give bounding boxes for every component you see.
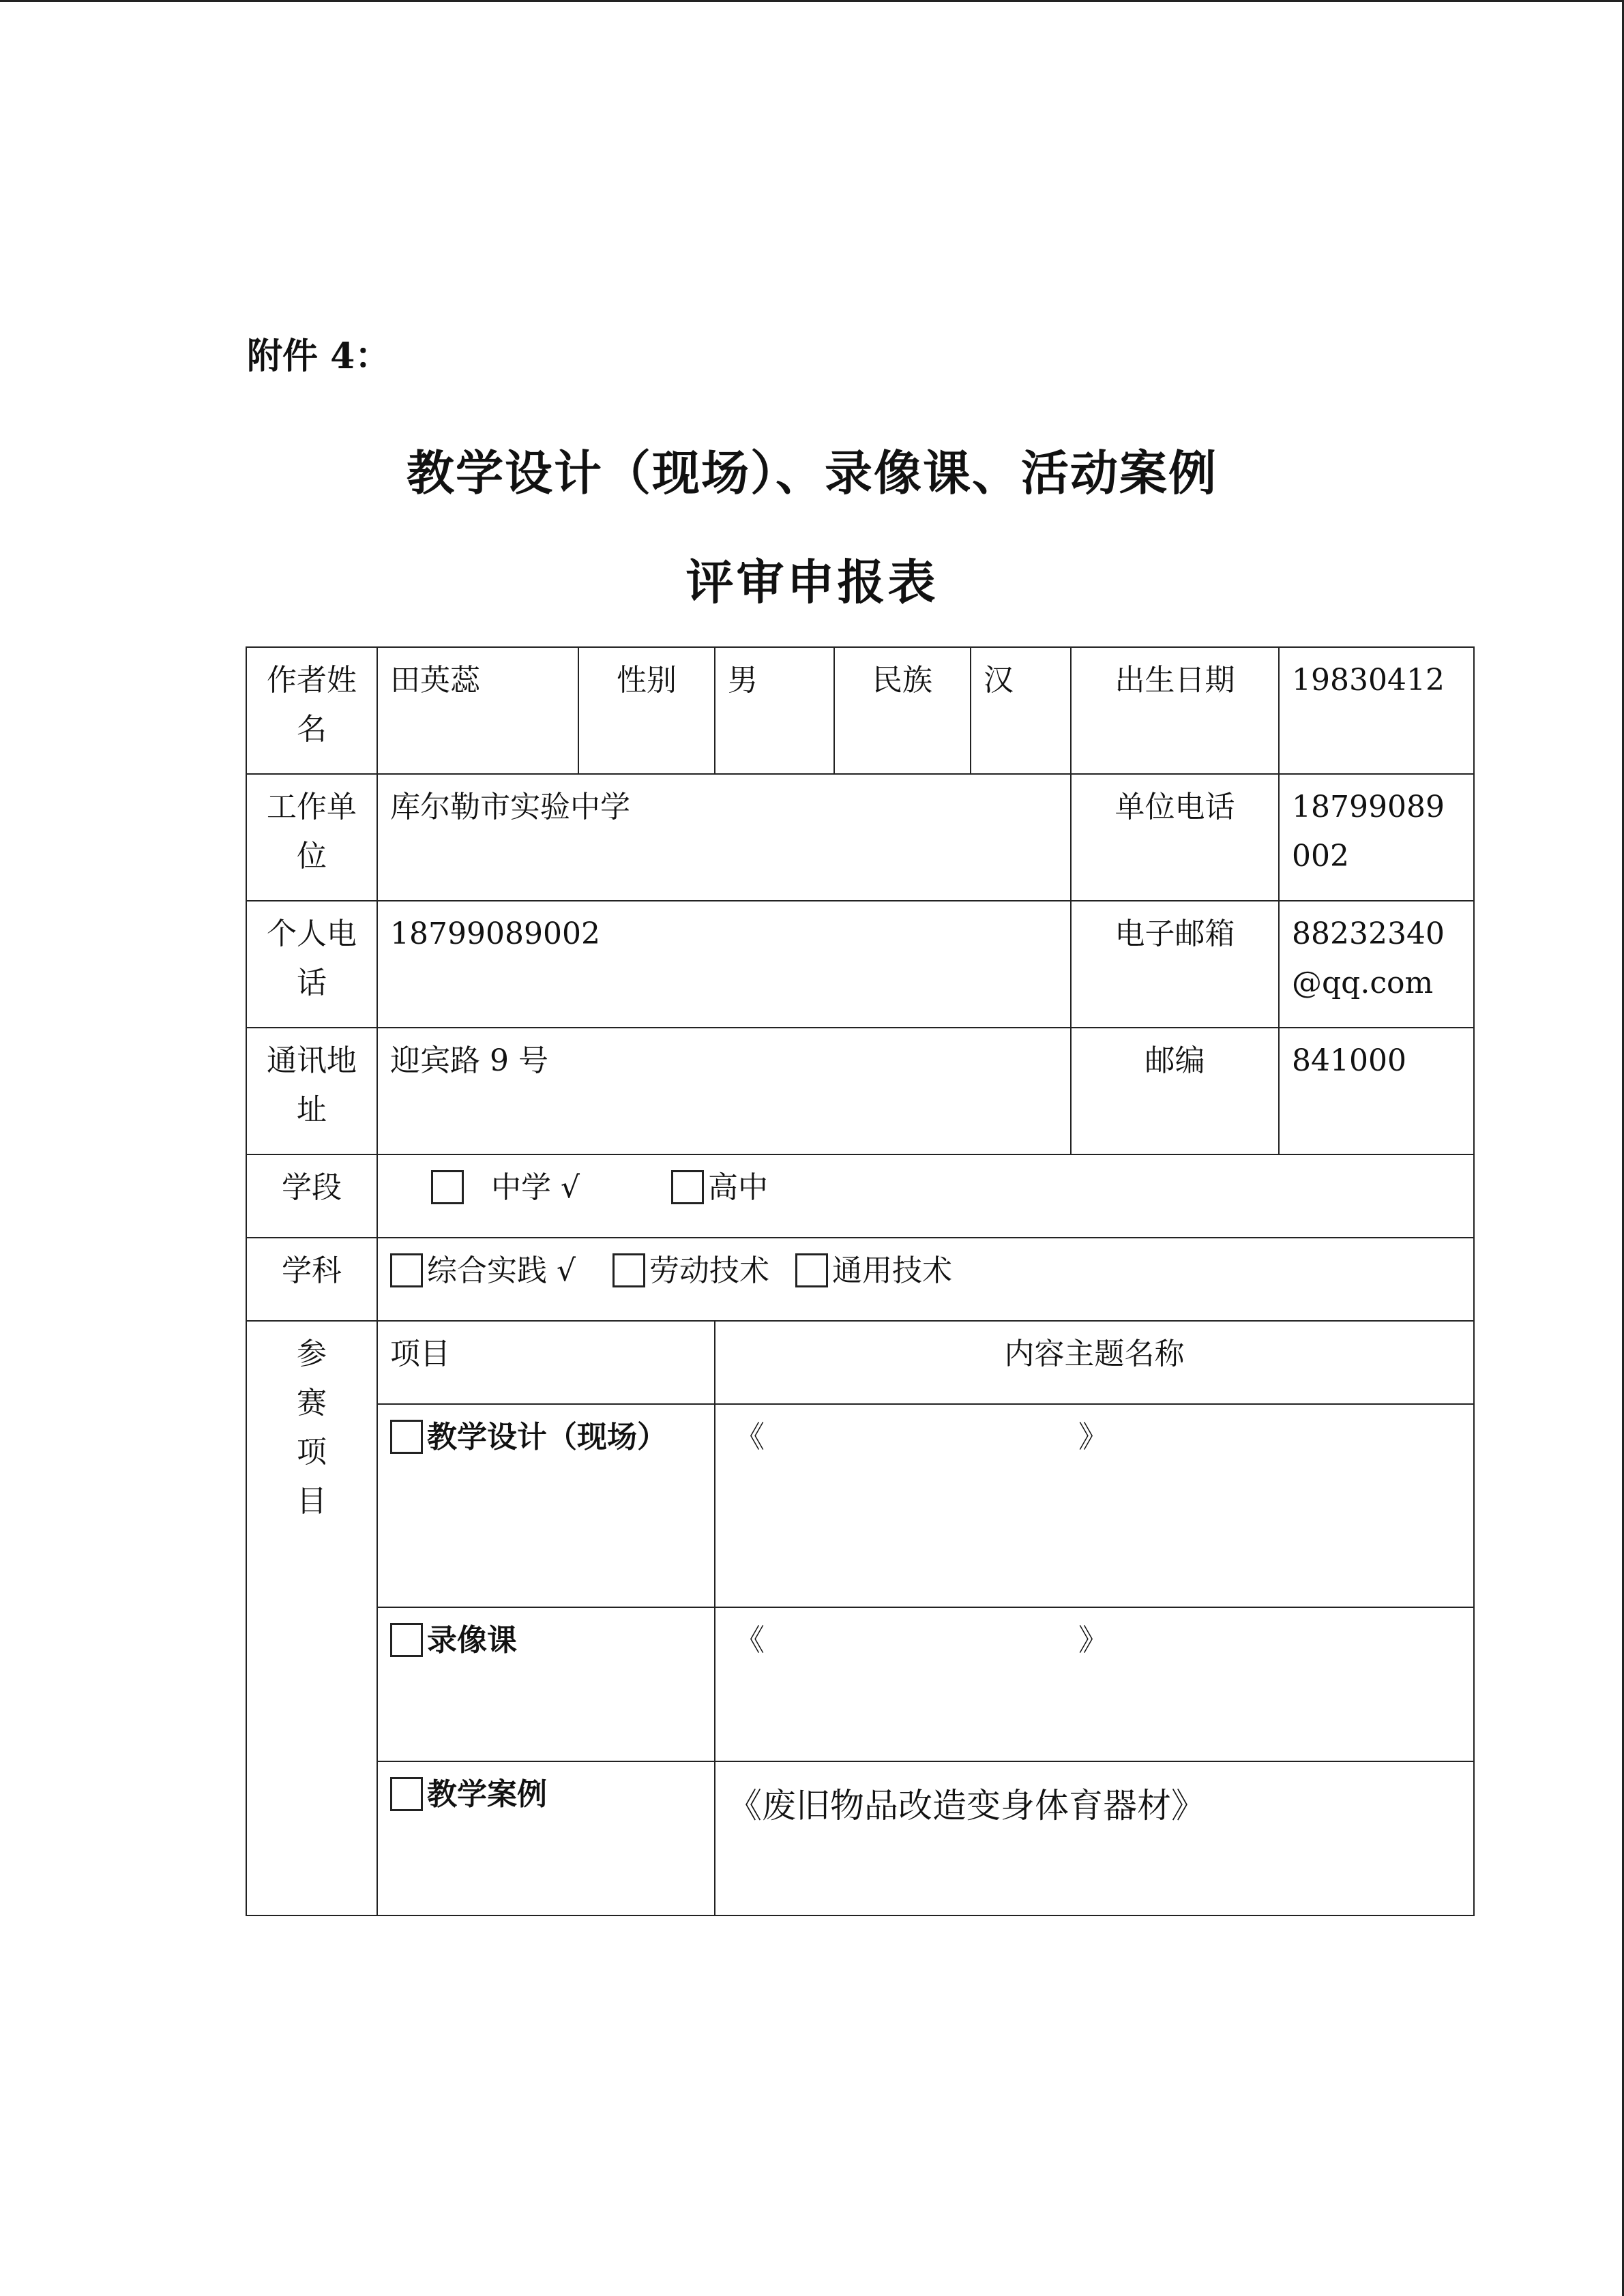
subject-labor-tech-checkbox[interactable] bbox=[612, 1253, 645, 1287]
birth-date-value: 19830412 bbox=[1279, 647, 1474, 774]
postcode-label: 邮编 bbox=[1071, 1028, 1279, 1154]
entry-teaching-design-checkbox[interactable] bbox=[390, 1420, 423, 1454]
entry-teaching-design-label: 教学设计（现场） bbox=[427, 1420, 667, 1455]
birth-date-label: 出生日期 bbox=[1071, 647, 1279, 774]
email-value: 88232340@qq.com bbox=[1279, 901, 1474, 1028]
entry-teaching-design-topic bbox=[715, 1404, 1474, 1607]
entries-section-label-char-3: 项 bbox=[297, 1435, 327, 1470]
entry-video-lesson-quote-close: 》 bbox=[1078, 1623, 1108, 1658]
document-title: 教学设计（现场）、录像课、活动案例 bbox=[407, 445, 1217, 501]
subject-integrated-practice-checkbox[interactable] bbox=[390, 1253, 423, 1287]
unit-phone-label: 单位电话 bbox=[1071, 774, 1279, 901]
stage-middle-checkbox[interactable] bbox=[431, 1170, 464, 1204]
stage-high-label: 高中 bbox=[708, 1170, 769, 1205]
entries-section-label-char-2: 赛 bbox=[297, 1386, 327, 1420]
ethnicity-label: 民族 bbox=[834, 647, 971, 774]
entries-section-label-char-4: 目 bbox=[297, 1484, 327, 1519]
entry-video-lesson-checkbox[interactable] bbox=[390, 1623, 423, 1657]
entries-col-item-header: 项目 bbox=[377, 1321, 715, 1404]
entry-video-lesson-item bbox=[377, 1607, 715, 1761]
ethnicity-value: 汉 bbox=[971, 647, 1071, 774]
entry-teaching-design-quote-open: 《 bbox=[735, 1420, 765, 1455]
entry-teaching-design-quote-close: 》 bbox=[1078, 1420, 1108, 1455]
unit-phone-value: 18799089002 bbox=[1279, 774, 1474, 901]
personal-phone-label: 个人电话 bbox=[246, 901, 377, 1028]
entries-col-topic-header: 内容主题名称 bbox=[715, 1321, 1474, 1404]
subject-options bbox=[377, 1238, 1474, 1321]
row-subject bbox=[246, 1238, 1474, 1321]
subject-integrated-practice-label: 综合实践 √ bbox=[427, 1253, 576, 1288]
entries-section-label bbox=[246, 1321, 377, 1915]
author-name-value: 田英蕊 bbox=[377, 647, 578, 774]
entry-row-teaching-case bbox=[246, 1761, 1474, 1915]
document-subtitle: 评审申报表 bbox=[685, 554, 939, 610]
stage-label: 学段 bbox=[246, 1154, 377, 1238]
entry-row-video-lesson bbox=[246, 1607, 1474, 1761]
stage-middle-label: 中学 √ bbox=[491, 1170, 580, 1205]
row-entries-header bbox=[246, 1321, 1474, 1404]
address-value: 迎宾路 9 号 bbox=[377, 1028, 1071, 1154]
top-border-line bbox=[0, 0, 1624, 2]
address-label: 通讯地址 bbox=[246, 1028, 377, 1154]
work-unit-value: 库尔勒市实验中学 bbox=[377, 774, 1071, 901]
gender-value: 男 bbox=[715, 647, 834, 774]
entry-row-teaching-design bbox=[246, 1404, 1474, 1607]
stage-options bbox=[377, 1154, 1474, 1238]
gender-label: 性别 bbox=[578, 647, 715, 774]
row-address bbox=[246, 1028, 1474, 1154]
stage-high-checkbox[interactable] bbox=[671, 1170, 704, 1204]
entry-teaching-case-item bbox=[377, 1761, 715, 1915]
work-unit-label: 工作单位 bbox=[246, 774, 377, 901]
subject-label: 学科 bbox=[246, 1238, 377, 1321]
row-stage bbox=[246, 1154, 1474, 1238]
author-name-label: 作者姓名 bbox=[246, 647, 377, 774]
attachment-label: 附件 4： bbox=[247, 336, 391, 377]
entry-teaching-case-label: 教学案例 bbox=[427, 1777, 547, 1812]
entry-video-lesson-label: 录像课 bbox=[427, 1623, 517, 1658]
subject-general-tech-checkbox[interactable] bbox=[795, 1253, 828, 1287]
application-form-table bbox=[246, 646, 1475, 1916]
row-work-unit bbox=[246, 774, 1474, 901]
entries-section-label-char-1: 参 bbox=[297, 1337, 327, 1371]
entry-teaching-design-item bbox=[377, 1404, 715, 1607]
postcode-value: 841000 bbox=[1279, 1028, 1474, 1154]
row-personal-phone bbox=[246, 901, 1474, 1028]
subject-general-tech-label: 通用技术 bbox=[832, 1253, 953, 1288]
entry-video-lesson-quote-open: 《 bbox=[735, 1623, 765, 1658]
subject-labor-tech-label: 劳动技术 bbox=[649, 1253, 770, 1288]
row-author bbox=[246, 647, 1474, 774]
email-label: 电子邮箱 bbox=[1071, 901, 1279, 1028]
entry-video-lesson-topic bbox=[715, 1607, 1474, 1761]
entry-teaching-case-topic: 《废旧物品改造变身体育器材》 bbox=[715, 1761, 1474, 1915]
personal-phone-value: 18799089002 bbox=[377, 901, 1071, 1028]
entry-teaching-case-checkbox[interactable] bbox=[390, 1777, 423, 1811]
